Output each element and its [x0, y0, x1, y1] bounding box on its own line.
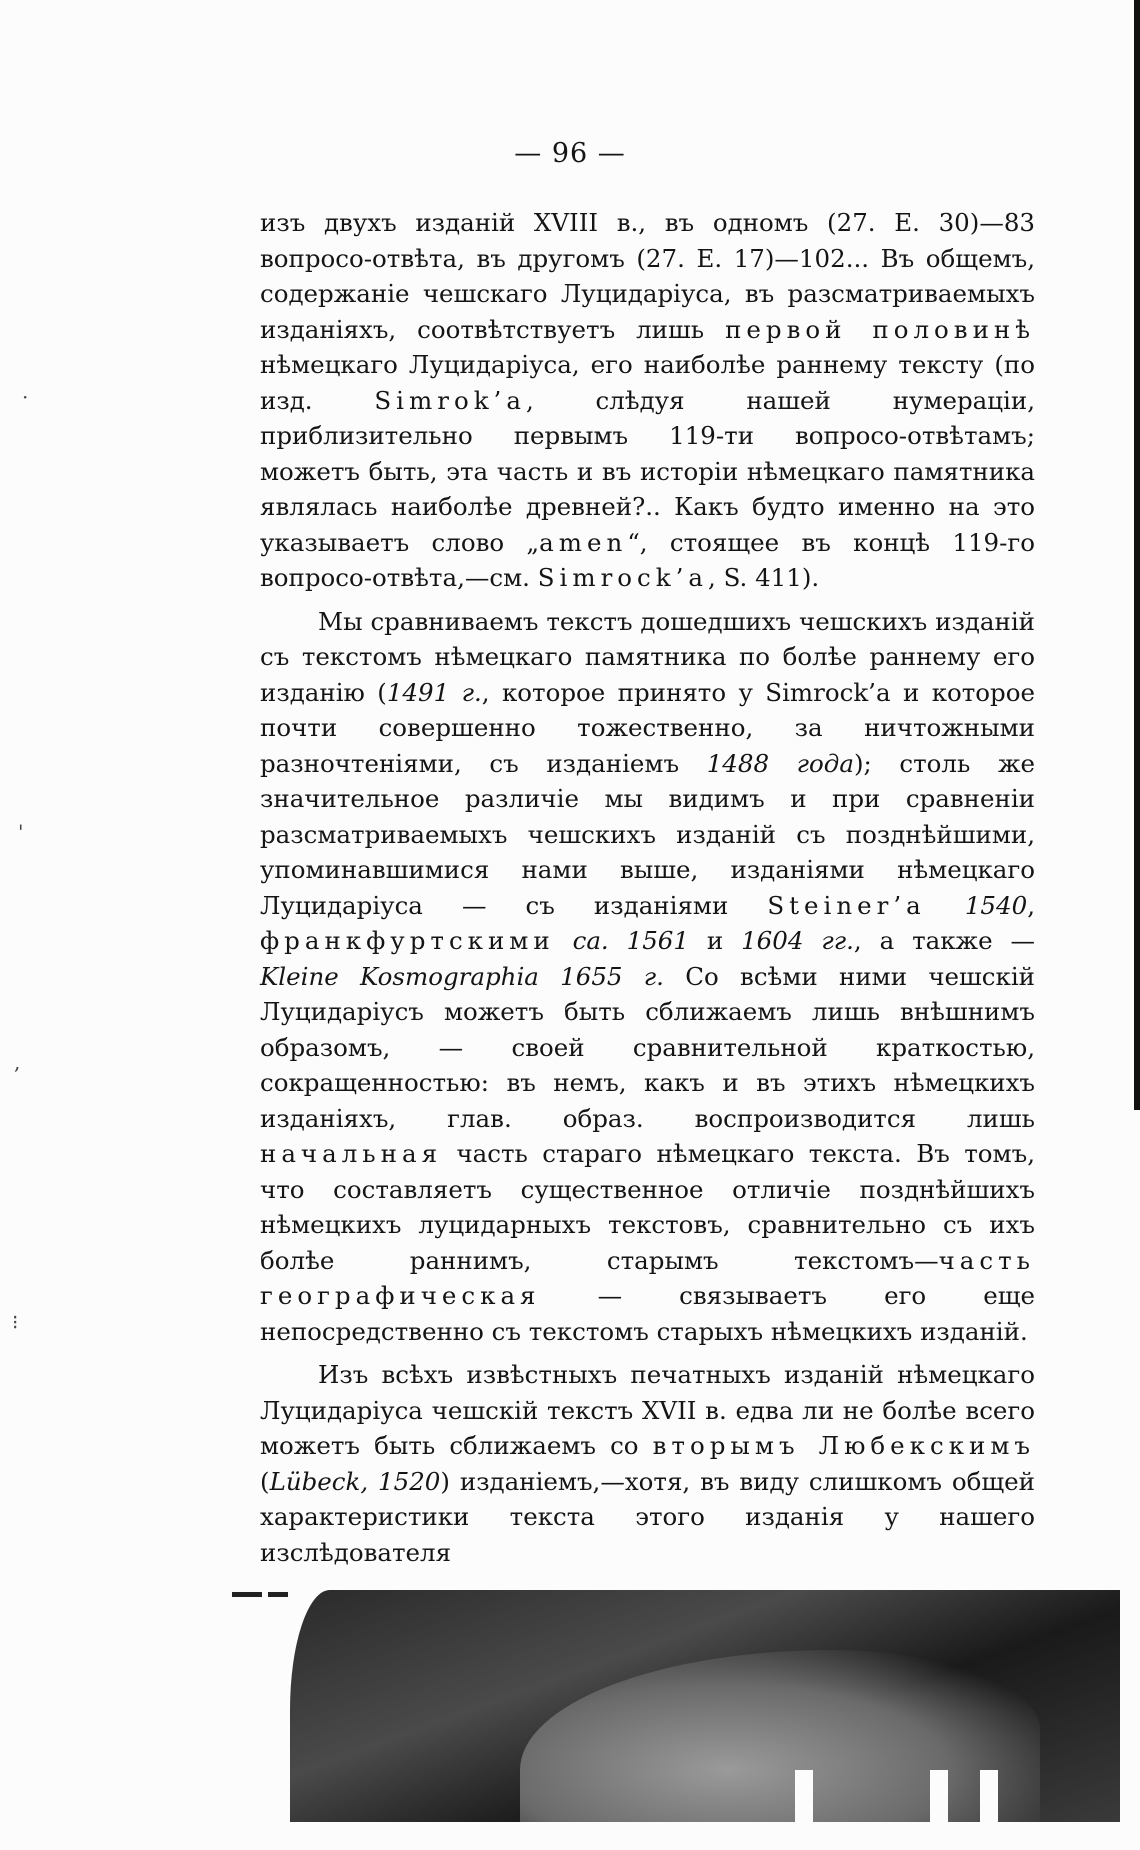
text-segment: Simrock’a [537, 563, 709, 592]
margin-mark: · [22, 385, 29, 409]
text-segment: ca. 1561 [572, 926, 689, 955]
text-segment: Изъ всѣхъ извѣстныхъ печатныхъ изданій нѣмецкаго Луцидаріуса чешскій текстъ XVII в. едва ли не болѣе всего можетъ быть сближаемъ со [260, 1360, 1035, 1460]
text-segment: — связываетъ его еще непосредственно съ текстомъ старыхъ нѣмецкихъ изданій. [260, 1281, 1035, 1346]
text-segment: , которое принято у Simrock’a и которое почти совершенно тожественно, за ничтожными разночтеніями, съ изданіемъ [260, 677, 1035, 778]
text-segment: “, стоящее въ концѣ 119-го вопросо-отвѣта,—см. [260, 527, 1036, 592]
text-segment: , а также — [853, 926, 1035, 955]
text-segment: Kleine Kosmographia 1655 г. [260, 961, 664, 991]
text-segment [926, 891, 965, 920]
text-segment: нѣмецкаго Луцидаріуса, его наиболѣе раннему тексту (по изд. [260, 350, 1035, 415]
text-segment: Steiner’a [767, 890, 926, 920]
text-segment: , S. 411). [708, 563, 820, 592]
text-segment: 1491 г. [386, 677, 482, 707]
margin-mark: , [14, 1050, 21, 1074]
text-segment: первой половинѣ [725, 314, 1036, 344]
paragraph-3 [260, 1357, 1035, 1570]
text-segment: часть географическая [260, 1245, 1035, 1310]
text-segment: часть стараго нѣмецкаго текста. Въ томъ, что составляетъ существенное отличіе позднѣйшихъ нѣмецкихъ луцидарныхъ текстовъ, сравнительно съ ихъ болѣе раннимъ, старымъ текстомъ— [260, 1139, 1035, 1275]
text-segment: ); столь же значительное различіе мы видимъ и при сравненіи разсматриваемыхъ чешскихъ изданій съ позднѣйшими, упоминавшимися нами выше, изданіями нѣмецкаго Луцидаріуса — съ изданіями [260, 748, 1035, 920]
text-segment: 1540 [964, 890, 1028, 920]
text-segment [555, 926, 573, 955]
paragraph-1 [260, 205, 1035, 596]
text-segment: Мы сравниваемъ текстъ дошедшихъ чешскихъ изданій съ текстомъ нѣмецкаго памятника по болѣе раннему его изданію ( [260, 606, 1035, 707]
scan-gap [980, 1770, 998, 1822]
scan-shadow-artifact [290, 1590, 1120, 1822]
text-segment: изъ двухъ изданій XVIII в., въ одномъ (27. Е. 30)—83 вопросо-отвѣта, въ другомъ (27. Е. 17)—102... Въ общемъ, содержаніе чешскаго Луцидаріуса, въ разсматриваемыхъ изданіяхъ, соотвѣтствуетъ лишь [260, 208, 1035, 344]
text-segment: ) изданіемъ,—хотя, въ виду слишкомъ общей характеристики текста этого изданія у нашего изслѣдователя [260, 1466, 1035, 1567]
text-segment: amen [539, 527, 628, 557]
text-segment: Simrok’a [374, 385, 526, 415]
page-number: — 96 — [514, 138, 626, 169]
text-segment: , слѣдуя нашей нумераціи, приблизительно первымъ 119-ти вопросо-отвѣтамъ; можетъ быть, эта часть и въ исторіи нѣмецкаго памятника являлась наиболѣе древней?.. Какъ будто именно на это указываетъ слово „ [260, 385, 1035, 557]
scan-shadow-highlight [520, 1650, 1040, 1822]
scan-artifact [268, 1592, 288, 1597]
text-segment: и [688, 926, 742, 955]
text-segment: франкфуртскими [260, 926, 555, 955]
body-text [260, 205, 1035, 1578]
paragraph-2 [260, 604, 1035, 1350]
scan-gap [795, 1770, 813, 1822]
text-segment: вторымъ Любекскимъ [652, 1431, 1036, 1460]
text-segment: 1488 года [706, 748, 854, 778]
margin-mark: ' [18, 820, 24, 844]
scan-gap [930, 1770, 948, 1822]
text-segment: ( [260, 1466, 270, 1496]
text-segment: Lübeck, 1520 [269, 1466, 441, 1496]
text-segment: , [1027, 890, 1035, 920]
text-segment: начальная [260, 1139, 443, 1168]
text-segment: Со всѣми ними чешскій Луцидаріусъ можетъ быть сближаемъ лишь внѣшнимъ образомъ, — своей сравнительной краткостью, сокращенностью: въ немъ, какъ и въ этихъ нѣмецкихъ изданіяхъ, глав. образ. воспроизводится лишь [260, 961, 1035, 1133]
scan-artifact [232, 1592, 262, 1597]
text-segment: 1604 гг. [741, 926, 854, 955]
margin-mark: ⁝ [12, 1310, 19, 1334]
